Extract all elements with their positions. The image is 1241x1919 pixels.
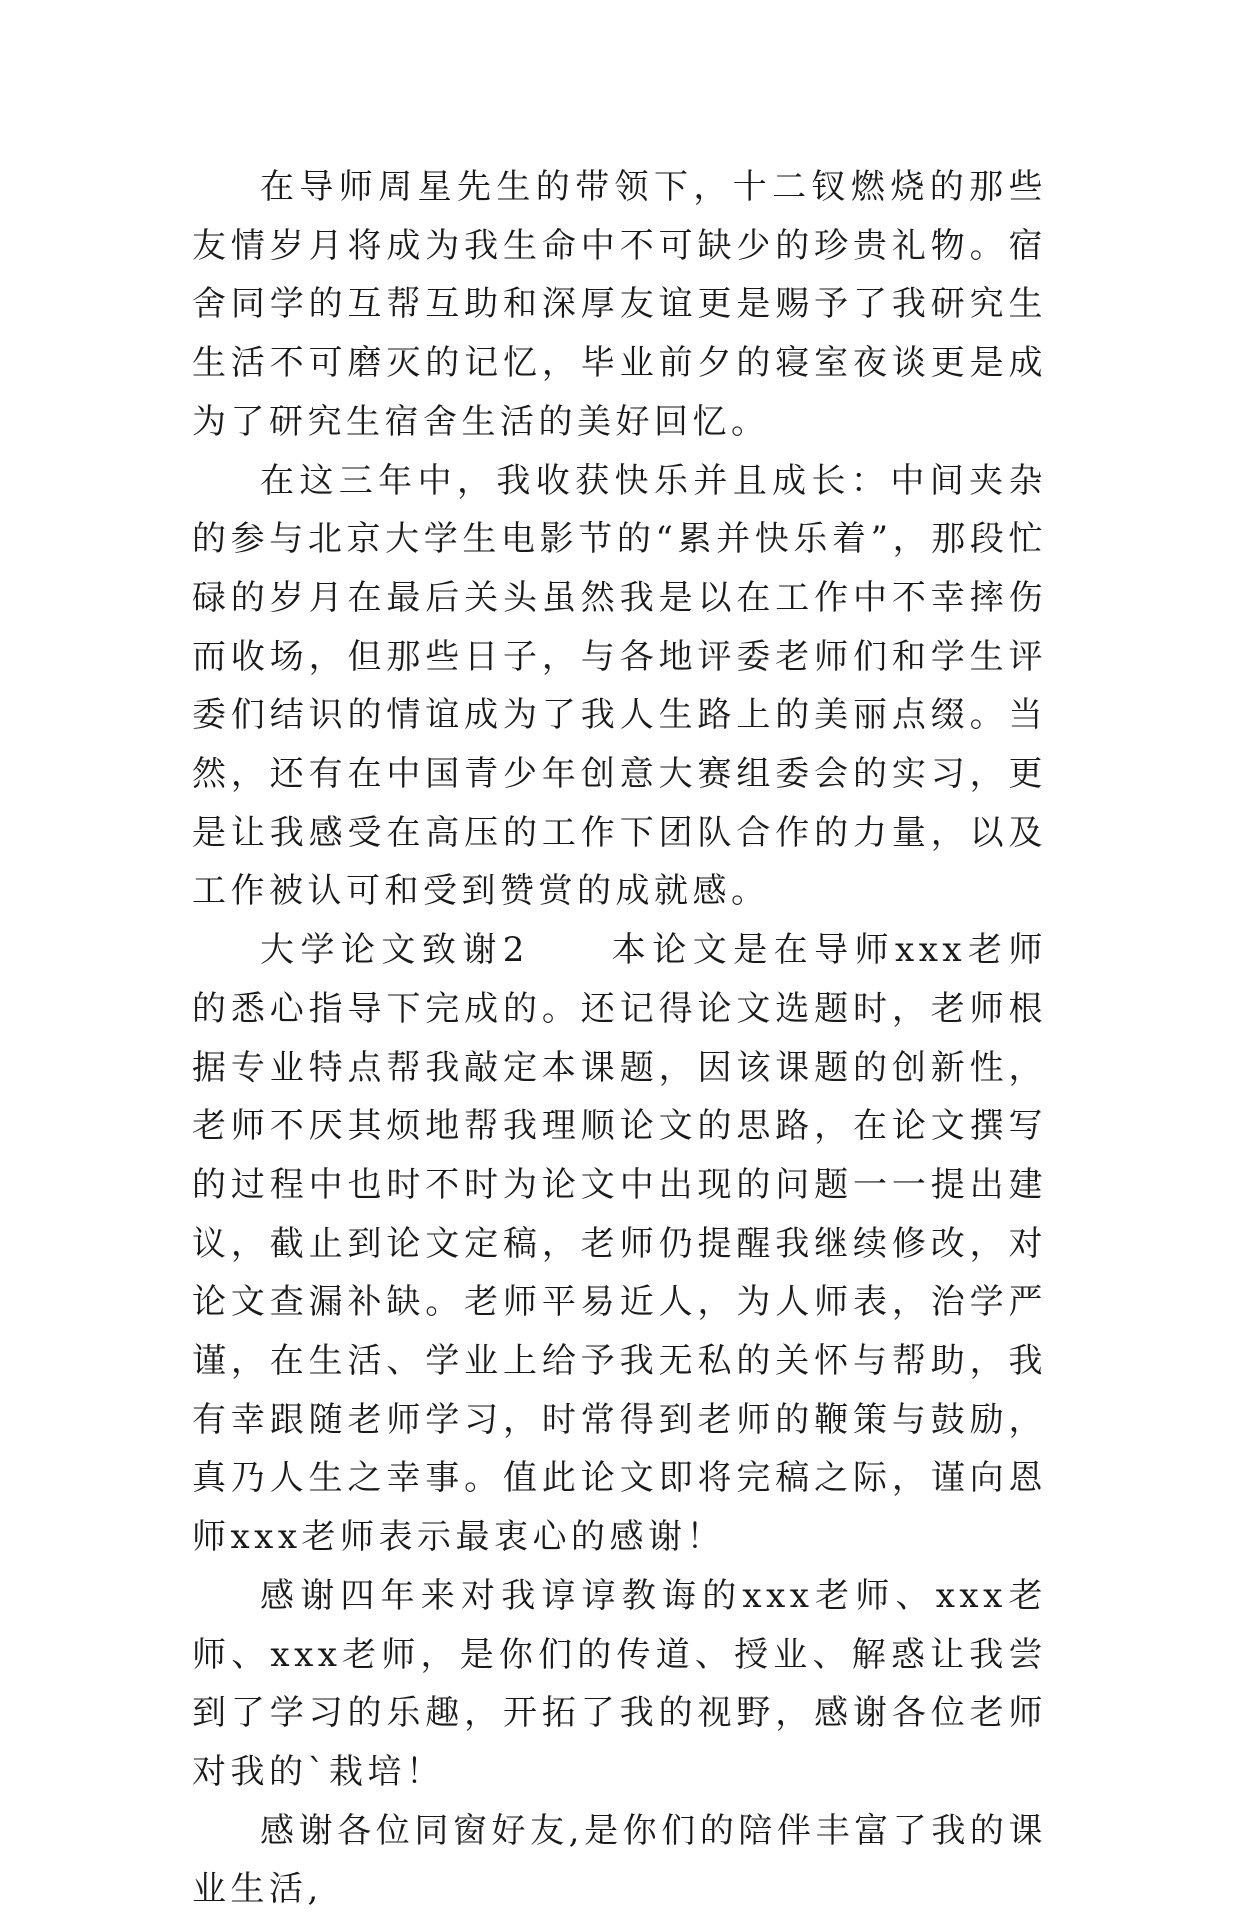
paragraph-friendship: 在导师周星先生的带领下，十二钗燃烧的那些友情岁月将成为我生命中不可缺少的珍贵礼物。宿舍同学的互帮互助和深厚友谊更是赐予了我研究生生活不可磨灭的记忆，毕业前夕的寝室夜谈更是成为了研究生宿舍生活的美好回忆。 [192,167,1047,442]
paragraph-advisor-thanks: 大学论文致谢2 本论文是在导师xxx老师的悉心指导下完成的。还记得论文选题时，老师根据专业特点帮我敲定本课题，因该课题的创新性，老师不厌其烦地帮我理顺论文的思路，在论文撰写的过程中也时不时为论文中出现的问题一一提出建议，截止到论文定稿，老师仍提醒我继续修改，对论文查漏补缺。老师平易近人，为人师表，治学严谨，在生活、学业上给予我无私的关怀与帮助，我有幸跟随老师学习，时常得到老师的鞭策与鼓励，真乃人生之幸事。值此论文即将完稿之际，谨向恩师xxx老师表示最衷心的感谢！ [192,930,1047,1558]
document-body [192,158,1047,1919]
paragraph-teachers-thanks: 感谢四年来对我谆谆教诲的xxx老师、xxx老师、xxx老师，是你们的传道、授业、解惑让我尝到了学习的乐趣，开拓了我的视野，感谢各位老师对我的`栽培！ [192,1575,1047,1792]
paragraph-classmates-thanks: 感谢各位同窗好友,是你们的陪伴丰富了我的课业生活, [192,1810,1047,1910]
paragraph-growth: 在这三年中，我收获快乐并且成长：中间夹杂的参与北京大学生电影节的“累并快乐着”，那段忙碌的岁月在最后关头虽然我是以在工作中不幸摔伤而收场，但那些日子，与各地评委老师们和学生评委们结识的情谊成为了我人生路上的美丽点缀。当然，还有在中国青少年创意大赛组委会的实习，更是让我感受在高压的工作下团队合作的力量，以及工作被认可和受到赞赏的成就感。 [192,460,1047,912]
